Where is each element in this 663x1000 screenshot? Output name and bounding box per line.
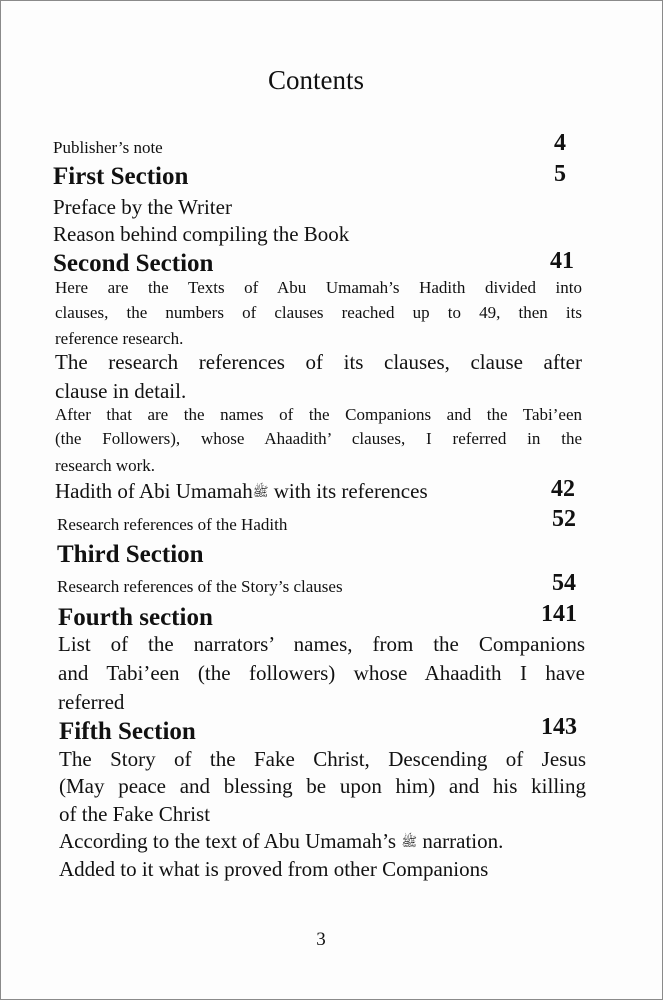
toc-heading-second-section: Second Section [53, 250, 214, 277]
toc-entry-line: and Tabi’een (the followers) whose Ahaadith I have [58, 661, 585, 685]
toc-page-number: 52 [552, 506, 576, 532]
toc-entry-line: The research references of its clauses, clause after [55, 350, 582, 374]
toc-entry-research-hadith: Research references of the Hadith [57, 515, 288, 534]
toc-entry-line: referred [58, 690, 125, 714]
toc-entry-line: (May peace and blessing be upon him) and his killing [59, 774, 586, 798]
toc-page-number: 4 [554, 130, 566, 156]
toc-heading-fourth-section: Fourth section [58, 604, 213, 631]
toc-entry-line: The Story of the Fake Christ, Descending of Jesus [59, 747, 586, 771]
toc-heading-third-section: Third Section [57, 541, 204, 568]
toc-entry-according: According to the text of Abu Umamah’s ﷺ narration. [59, 829, 504, 853]
honorific-symbol: ﷺ [401, 834, 418, 849]
toc-entry-added: Added to it what is proved from other Companions [59, 857, 489, 881]
toc-entry-preface: Preface by the Writer [53, 195, 232, 219]
page-title: Contents [267, 65, 364, 95]
toc-entry-hadith: Hadith of Abi Umamahﷺ with its references [55, 479, 428, 503]
toc-page-number: 141 [541, 601, 577, 627]
toc-entry-line: Here are the Texts of Abu Umamah’s Hadith divided into [55, 278, 582, 297]
toc-page-number: 42 [551, 476, 575, 502]
toc-entry-line: clauses, the numbers of clauses reached up to 49, then its [55, 303, 582, 322]
toc-heading-fifth-section: Fifth Section [59, 718, 196, 745]
toc-entry-research-story: Research references of the Story’s clauses [57, 577, 343, 596]
toc-heading-first-section: First Section [53, 163, 189, 190]
toc-entry-line: After that are the names of the Companions and the Tabi’een [55, 405, 582, 424]
toc-entry-line: research work. [55, 456, 156, 475]
toc-entry-reason: Reason behind compiling the Book [53, 222, 350, 246]
toc-page-number: 54 [552, 570, 576, 596]
toc-entry-publishers-note: Publisher’s note [53, 138, 163, 157]
toc-page-number: 143 [541, 714, 577, 740]
page-number: 3 [316, 929, 326, 950]
toc-entry-line: of the Fake Christ [59, 802, 211, 826]
toc-entry-line: reference research. [55, 329, 184, 348]
toc-page-number: 5 [554, 161, 566, 187]
toc-entry-line: (the Followers), whose Ahaadith’ clauses, I referred in the [55, 429, 582, 448]
toc-entry-line: clause in detail. [55, 379, 187, 403]
toc-entry-line: List of the narrators’ names, from the Companions [58, 632, 585, 656]
honorific-symbol: ﷺ [252, 484, 269, 499]
toc-page-number: 41 [550, 248, 574, 274]
